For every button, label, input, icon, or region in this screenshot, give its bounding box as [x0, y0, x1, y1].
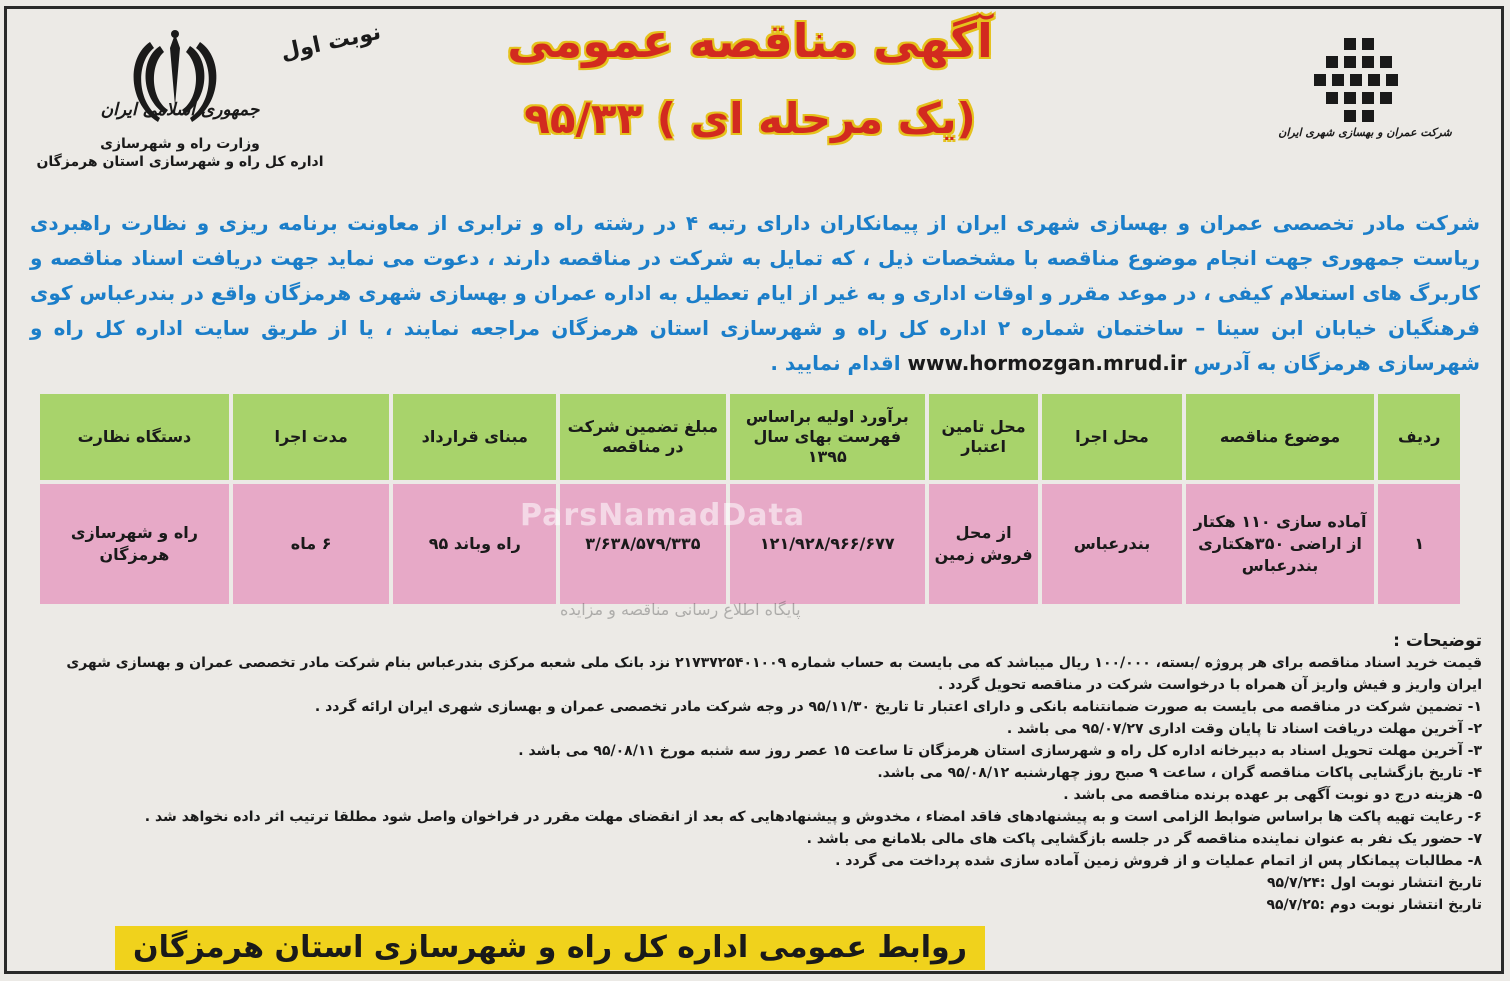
notes-heading: توضیحات :	[1393, 631, 1482, 651]
col-header-basis: مبنای قرارداد	[393, 394, 556, 480]
col-header-supervisor: دستگاه نظارت	[40, 394, 229, 480]
note-item: ۳- آخرین مهلت تحویل اسناد به دبیرخانه اداره کل راه و شهرسازی استان هرمزگان تا ساعت ۱۵ عصر روز سه شنبه مورخ ۹۵/۰۸/۱۱ می باشد .	[518, 743, 1482, 759]
office-name: اداره کل راه و شهرسازی استان هرمزگان	[36, 154, 324, 170]
ministry-name: وزارت راه و شهرسازی	[100, 136, 260, 152]
intro-tail: اقدام نمایید .	[770, 351, 901, 375]
company-logo-text: شرکت عمران و بهسازی شهری ایران	[1278, 126, 1452, 139]
publication-date-first: تاریخ انتشار نوبت اول :۹۵/۷/۲۴	[1266, 875, 1482, 891]
col-header-funding: محل تامین اعتبار	[929, 394, 1038, 480]
note-item: ۶- رعایت تهیه پاکت ها براساس ضوابط الزامی است و به پیشنهادهای فاقد امضاء ، مخدوش و پیشنهادهایی که بعد از انقضای مهلت مقرر در فراخوان واصل شود مطلقا ترتیب اثر داده نخواهد شد .	[144, 809, 1482, 825]
company-logo-icon	[1300, 36, 1420, 126]
cell-supervisor: راه و شهرسازی هرمزگان	[40, 484, 229, 604]
intro-text: شرکت مادر تخصصی عمران و بهسازی شهری ایران از پیمانکاران دارای رتبه ۴ در رشته راه و ترابری از معاونت برنامه ریزی و نظارت راهبردی ریاست جمهوری جهت انجام موضوع مناقصه با مشخصات ذیل ، که تمایل به شرکت در مناقصه دارند ، دعوت می نماید جهت دریافت اسناد مناقصه و کاربرگ های استعلام کیفی ، در موعد مقرر و اوقات اداری و به غیر از ایام تعطیل به اداره عمران و بهسازی شهری هرمزگان واقع در بندرعباس کوی فرهنگیان خیابان ابن سینا – ساختمان شماره ۲ اداره کل راه و شهرسازی استان هرمزگان مراجعه نمایند ، یا از طریق سایت اداره کل راه و شهرسازی هرمزگان به آدرس	[30, 211, 1481, 375]
note-item: ۵- هزینه درج دو نوبت آگهی بر عهده برنده مناقصه می باشد .	[1063, 787, 1482, 803]
note-item: ۲- آخرین مهلت دریافت اسناد تا پایان وقت اداری ۹۵/۰۷/۲۷ می باشد .	[1006, 721, 1482, 737]
notice-title: آگهی مناقصه عمومی	[507, 14, 993, 68]
round-label: نوبت اول	[278, 19, 384, 66]
cell-subject: آماده سازی ۱۱۰ هکتار از اراضی ۳۵۰هکتاری بندرعباس	[1186, 484, 1375, 604]
country-name: جمهوری اسلامی ایران	[100, 100, 260, 120]
note-item: ۱- تضمین شرکت در مناقصه می بایست به صورت ضمانتنامه بانکی و دارای اعتبار تا تاریخ ۹۵/۱۱/۳۰ در وجه شرکت مادر تخصصی عمران و بهسازی شهری ایران ارائه گردد .	[314, 699, 1482, 715]
cell-row: ۱	[1378, 484, 1460, 604]
website-link[interactable]: www.hormozgan.mrud.ir	[907, 351, 1187, 375]
note-item: ۷- حضور یک نفر به عنوان نماینده مناقصه گر در جلسه بازگشایی پاکت های مالی بلامانع می باشد .	[806, 831, 1482, 847]
col-header-estimate: برآورد اولیه براساس فهرست بهای سال ۱۳۹۵	[730, 394, 925, 480]
note-item: ۸- مطالبات پیمانکار پس از اتمام عملیات و از فروش زمین آماده سازی شده پرداخت می گردد .	[835, 853, 1482, 869]
col-header-duration: مدت اجرا	[233, 394, 390, 480]
cell-duration: ۶ ماه	[233, 484, 390, 604]
watermark-line: پایگاه اطلاع رسانی مناقصه و مزایده	[560, 600, 801, 619]
left-issuer-block	[30, 100, 330, 170]
col-header-location: محل اجرا	[1042, 394, 1181, 480]
notes-intro: قیمت خرید اسناد مناقصه برای هر پروژه /بسته، ۱۰۰/۰۰۰ ریال میباشد که می بایست به حساب شماره ۲۱۷۳۷۲۵۴۰۱۰۰۹ نزد بانک ملی شعبه مرکزی بندرعباس بنام شرکت مادر تخصصی عمران و بهسازی شهری ایران واریز و فیش واریز آن همراه با درخواست شرکت در مناقصه تحویل گردد .	[66, 655, 1482, 693]
cell-location: بندرعباس	[1042, 484, 1181, 604]
cell-estimate: ۱۲۱/۹۲۸/۹۶۶/۶۷۷	[730, 484, 925, 604]
table-header-row	[40, 394, 1460, 480]
watermark-brand: ParsNamadData	[520, 498, 806, 533]
col-header-row: ردیف	[1378, 394, 1460, 480]
intro-paragraph	[30, 206, 1480, 381]
col-header-subject: موضوع مناقصه	[1186, 394, 1375, 480]
cell-guarantee: ۳/۶۳۸/۵۷۹/۳۳۵	[560, 484, 725, 604]
note-item: ۴- تاریخ بازگشایی پاکات مناقصه گران ، ساعت ۹ صبح روز چهارشنبه ۹۵/۰۸/۱۲ می باشد.	[877, 765, 1482, 781]
footer-banner: روابط عمومی اداره کل راه و شهرسازی استان هرمزگان	[115, 926, 985, 970]
publication-date-second: تاریخ انتشار نوبت دوم :۹۵/۷/۲۵	[1266, 897, 1482, 913]
col-header-guarantee: مبلغ تضمین شرکت در مناقصه	[560, 394, 725, 480]
cell-basis: راه وباند ۹۵	[393, 484, 556, 604]
notes-section	[28, 630, 1482, 916]
notice-subtitle: (یک مرحله ای ) ۹۵/۳۳	[524, 94, 976, 143]
cell-funding: از محل فروش زمین	[929, 484, 1038, 604]
